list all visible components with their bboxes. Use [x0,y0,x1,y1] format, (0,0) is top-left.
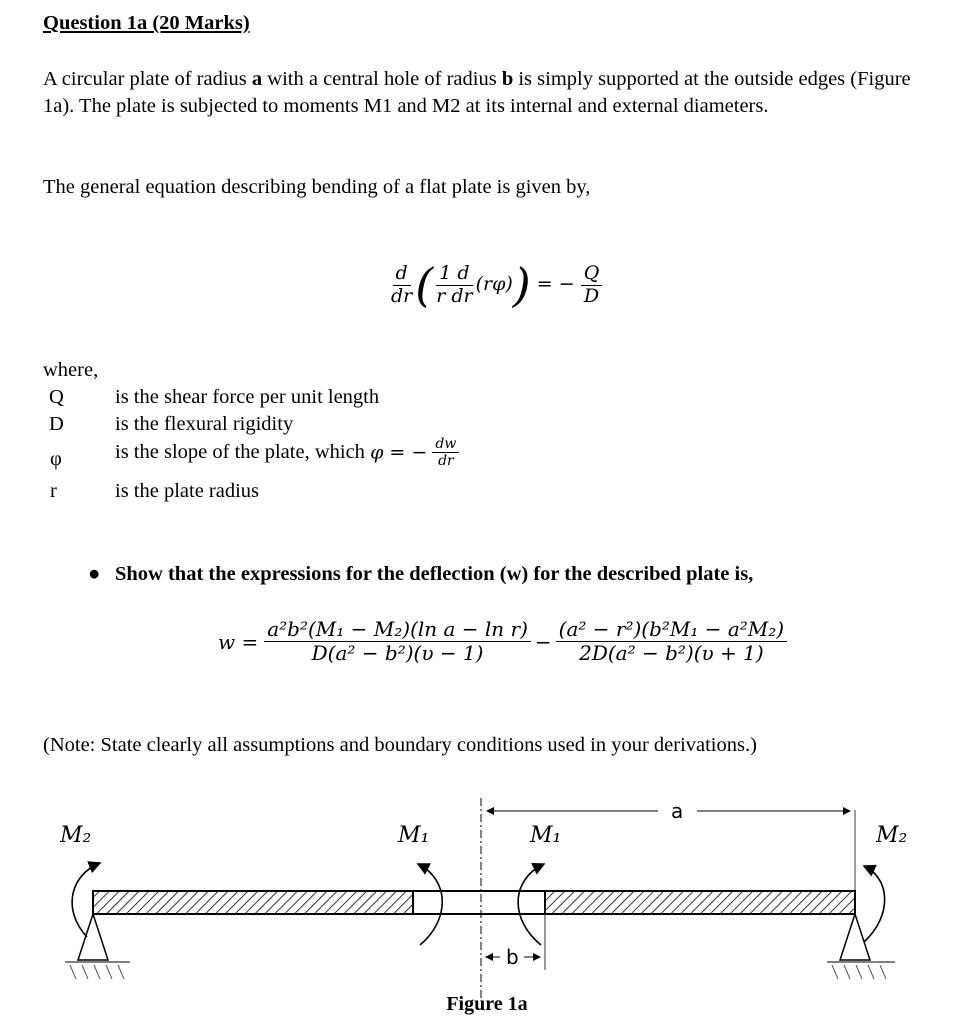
phi-desc-text: is the slope of the plate, which [115,441,365,464]
plate-cross-section [93,891,855,914]
support-right [827,914,895,979]
label-M2-right: M₂ [876,823,908,848]
where-label: where, [43,359,99,381]
symbol-D-desc: is the flexural rigidity [115,413,294,435]
denominator-1: D(a² − b²)(υ − 1) [311,641,484,665]
minus-sign: − [534,629,552,654]
symbol-r-desc: is the plate radius [115,480,260,502]
w-equals: w = [218,629,259,654]
eq-dr: dr [391,284,413,307]
figure-caption: Figure 1a [446,993,528,1015]
symbol-Q: Q [49,386,64,408]
label-M2-left: M₂ [60,823,92,848]
eq-D: D [583,284,600,307]
radius-b: b [501,68,514,90]
label-b: b [506,945,519,969]
denominator-2: 2D(a² − b²)(υ + 1) [579,641,764,665]
eq-rdr: r dr [436,284,473,307]
radius-a: a [251,68,263,90]
label-M1-right: M₁ [530,823,562,848]
eq-d: d [457,261,470,284]
intro-text: A circular plate of radius [43,68,252,90]
note: (Note: State clearly all assumptions and boundary conditions used in your derivations.) [43,734,757,756]
question-title: Question 1a (20 Marks) [43,12,250,34]
bullet-icon: ● [88,563,101,585]
dr: dr [438,453,454,470]
phi-eq: φ = − [370,441,428,464]
general-eq-intro: The general equation describing bending of a flat plate is given by, [43,176,591,198]
intro-text: is simply supported at the outside edges (Figure 1a). The plate is subjected to moments M1 and M2 at its internal and external diameters. [43,68,911,117]
eq-Q: Q [581,263,603,286]
eq-d: d [393,263,411,286]
general-equation: $\frac{d}{dr}$ ( $\frac{1 d}{\text{r dr}}$ (rφ)) = − $\frac{Q}{D}$ [388,258,602,312]
numerator-2: (a² − r²)(b²M₁ − a²M₂) [556,618,787,642]
symbol-r: r [50,480,57,502]
intro-text: with a central hole of radius [262,68,502,90]
label-a: a [671,799,684,823]
symbol-D: D [49,413,64,435]
dw: dw [432,436,459,453]
label-M1-left: M₁ [398,823,430,848]
symbol-Q-desc: is the shear force per unit length [115,386,380,408]
numerator-1: a²b²(M₁ − M₂)(ln a − ln r) [264,618,531,642]
eq-rphi: (rφ) [475,273,513,295]
bullet-text: Show that the expressions for the deflection (w) for the described plate is, [115,563,754,585]
eq-one: 1 [439,261,452,284]
symbol-phi: φ [50,448,62,470]
support-left [65,914,130,979]
eq-equals: = − [536,273,575,295]
